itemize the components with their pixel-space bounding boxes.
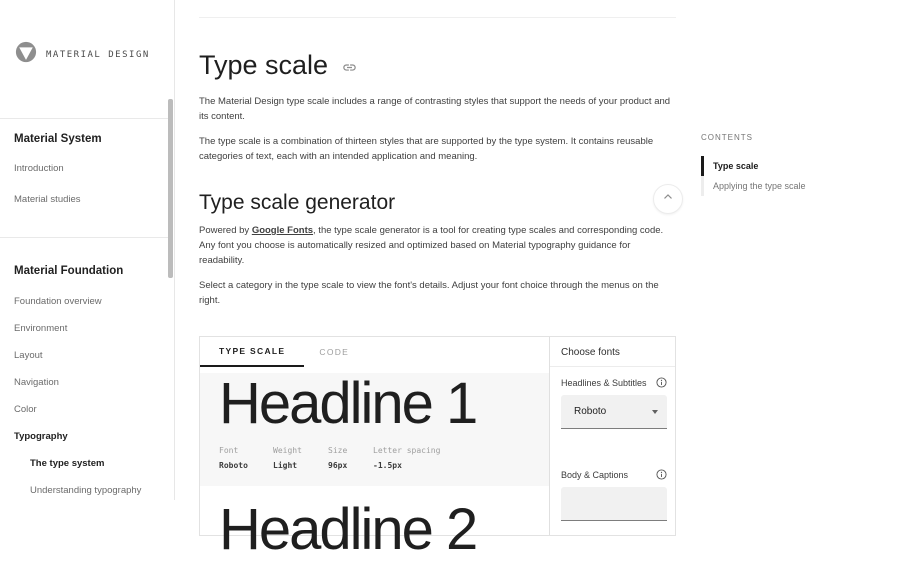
sidebar-section-material-foundation <box>0 237 173 504</box>
p3-prefix: Powered by <box>199 225 252 236</box>
sidebar-item-introduction[interactable]: Introduction <box>14 162 64 174</box>
meta-weight: Weight Light <box>273 446 302 470</box>
main-content <box>199 0 676 562</box>
collapse-section-button[interactable] <box>653 184 683 214</box>
headlines-font-value: Roboto <box>574 406 607 417</box>
meta-font: Font Roboto <box>219 446 248 470</box>
sidebar-item-layout[interactable]: Layout <box>14 349 43 361</box>
top-divider <box>199 17 676 18</box>
intro-paragraph-1: The Material Design type scale includes a range of contrasting styles that support the needs of your product and its content. <box>199 96 671 122</box>
intro-paragraph-2: The type scale is a combination of thirteen styles that are supported by the type system. It contains reusable categories of text, each with an intended application and meaning. <box>199 136 654 162</box>
headline-1-sample: Headline 1 <box>219 371 477 436</box>
sidebar-item-foundation-overview[interactable]: Foundation overview <box>14 295 102 307</box>
sidebar-title-material-foundation[interactable]: Material Foundation <box>14 265 124 277</box>
google-fonts-link[interactable]: Google Fonts <box>251 225 314 236</box>
generator-paragraph-1 <box>199 223 676 268</box>
sidebar-title-material-system[interactable]: Material System <box>14 133 102 145</box>
body-captions-label: Body & Captions <box>561 469 629 480</box>
info-icon[interactable] <box>656 377 667 388</box>
sidebar-item-typography[interactable]: Typography <box>14 430 68 442</box>
material-logo-icon <box>15 41 37 68</box>
type-scale-row-headline-1[interactable] <box>200 373 549 486</box>
type-scale-generator-card <box>199 336 676 562</box>
sidebar-section-material-system <box>0 118 173 215</box>
page-title <box>199 48 676 81</box>
sidebar-item-navigation[interactable]: Navigation <box>14 376 59 388</box>
sidebar-item-the-type-system[interactable]: The type system <box>30 457 105 469</box>
headlines-subtitles-label: Headlines & Subtitles <box>561 377 647 388</box>
type-scale-row-headline-2[interactable]: Headline 2 <box>219 497 477 562</box>
generator-paragraph-2: Select a category in the type scale to view the font's details. Adjust your font choice through the menus on the right. <box>199 280 659 306</box>
sidebar-item-environment[interactable]: Environment <box>14 322 68 334</box>
meta-letter-spacing: Letter spacing -1.5px <box>373 446 441 470</box>
contents-label: CONTENTS <box>701 133 753 142</box>
info-icon[interactable] <box>656 469 667 480</box>
tab-code[interactable]: CODE <box>319 347 350 357</box>
choose-fonts-title: Choose fonts <box>550 337 675 367</box>
body-captions-row <box>561 469 667 480</box>
chevron-up-icon <box>661 190 675 209</box>
sidebar-item-understanding-typography[interactable]: Understanding typography <box>30 484 142 496</box>
contents-item-type-scale[interactable]: Type scale <box>701 156 841 176</box>
headlines-subtitles-row <box>561 377 667 388</box>
logo-text: MATERIAL DESIGN <box>46 49 150 60</box>
headlines-font-select[interactable] <box>561 395 667 429</box>
body-font-select[interactable] <box>561 487 667 521</box>
sidebar-scrollbar[interactable] <box>168 99 173 278</box>
generator-tabbar <box>200 337 549 367</box>
sidebar-item-material-studies[interactable]: Material studies <box>14 193 81 205</box>
contents-rail <box>701 133 841 196</box>
generator-preview-pane <box>200 337 550 562</box>
generator-section-title: Type scale generator <box>199 191 396 214</box>
choose-fonts-pane <box>550 337 675 535</box>
tab-type-scale[interactable]: TYPE SCALE <box>200 337 304 367</box>
contents-item-applying[interactable]: Applying the type scale <box>701 176 841 196</box>
sidebar-item-color[interactable]: Color <box>14 403 37 415</box>
p3-suffix: , the type scale generator is a tool for creating type scales and corresponding code. Any font you choose is automatically resized and optimized based on Material typography guidance for readability. <box>199 225 664 266</box>
caret-down-icon <box>652 410 658 414</box>
meta-size: Size 96px <box>328 446 348 470</box>
link-icon[interactable] <box>342 51 357 81</box>
material-design-logo[interactable] <box>15 41 150 68</box>
page-title-text: Type scale <box>199 49 329 80</box>
sidebar <box>0 0 175 500</box>
font-meta-row <box>219 446 549 471</box>
